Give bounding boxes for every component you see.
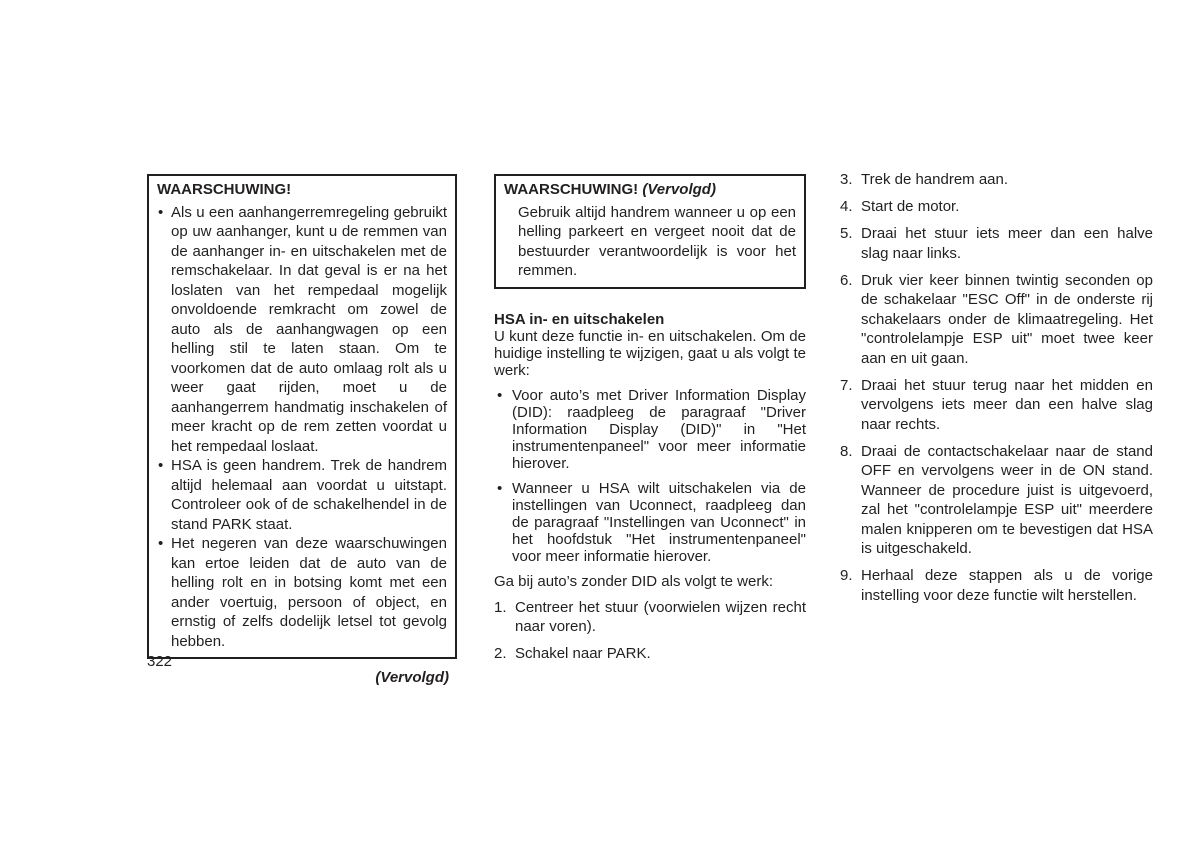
option-bullet: • Wanneer u HSA wilt uitschakelen via de instellingen van Uconnect, raadpleeg dan de paragraaf "Instellingen van Uconnect" in het hoofdstuk "Het instrumentenpaneel" voor meer informatie hierover. bbox=[494, 480, 806, 565]
left-column bbox=[147, 174, 457, 688]
step-item bbox=[840, 224, 1153, 263]
step-text: Draai het stuur iets meer dan een halve slag naar links. bbox=[861, 225, 1153, 262]
step-number: 7. bbox=[840, 376, 853, 394]
section-title: HSA in- en uitschakelen bbox=[494, 310, 665, 328]
step-item bbox=[840, 566, 1153, 605]
warning-title bbox=[504, 180, 796, 200]
page-number: 322 bbox=[147, 653, 173, 670]
step-text: Draai de contactschakelaar naar de stand OFF en vervolgens weer in de ON stand. Wanneer de procedure juist is uitgevoerd, zal het "controlelampje ESP uit" meerdere malen knipperen om te bevestigen dat HSA is uitgeschakeld. bbox=[861, 442, 1153, 557]
no-did-intro: Ga bij auto’s zonder DID als volgt te werk: bbox=[494, 572, 774, 590]
warning-box-continued bbox=[494, 174, 806, 289]
right-column bbox=[840, 170, 1153, 613]
step-number: 8. bbox=[840, 442, 853, 460]
option-bullet: • Voor auto’s met Driver Information Display (DID): raadpleeg de paragraaf "Driver Information Display (DID)" in "Het instrumentenpaneel" voor meer informatie hierover. bbox=[494, 387, 806, 472]
step-text: Draai het stuur terug naar het midden en vervolgens iets meer dan een halve slag naar rechts. bbox=[861, 376, 1153, 433]
warning-title-suffix: (Vervolgd) bbox=[642, 181, 716, 198]
step-number: 9. bbox=[840, 567, 853, 584]
step-number: 4. bbox=[840, 198, 853, 215]
step-number: 1. bbox=[494, 598, 507, 616]
step-number: 2. bbox=[494, 645, 507, 662]
warning-bullet-list bbox=[157, 203, 447, 652]
step-text: Start de motor. bbox=[861, 198, 960, 215]
step-item bbox=[840, 442, 1153, 559]
step-item bbox=[840, 376, 1153, 435]
step-item bbox=[840, 197, 1153, 217]
middle-column bbox=[494, 174, 806, 671]
warning-bullet: • HSA is geen handrem. Trek de handrem altijd helemaal aan voordat u uitstapt. Controleer ook of de schakelhendel in de stand PARK staat. bbox=[157, 456, 447, 534]
step-item bbox=[494, 598, 806, 637]
step-number: 5. bbox=[840, 225, 853, 242]
step-text: Trek de handrem aan. bbox=[861, 171, 1009, 188]
step-number: 3. bbox=[840, 171, 853, 188]
option-bullet-list bbox=[494, 387, 806, 565]
warning-box bbox=[147, 174, 457, 659]
step-item bbox=[494, 644, 806, 664]
step-text: Schakel naar PARK. bbox=[515, 645, 651, 662]
section-intro: U kunt deze functie in- en uitschakelen. Om de huidige instelling te wijzigen, gaat u als volgt te werk: bbox=[494, 327, 806, 379]
step-text: Herhaal deze stappen als u de vorige instelling voor deze functie wilt herstellen. bbox=[861, 567, 1153, 604]
warning-text: Gebruik altijd handrem wanneer u op een helling parkeert en vergeet nooit dat de bestuurder verantwoordelijk is voor het remmen. bbox=[518, 203, 796, 279]
warning-title-text: WAARSCHUWING! bbox=[504, 181, 639, 198]
warning-title: WAARSCHUWING! bbox=[157, 181, 292, 198]
step-text: Centreer het stuur (voorwielen wijzen recht naar voren). bbox=[515, 598, 806, 635]
step-item bbox=[840, 271, 1153, 369]
steps-list-part1 bbox=[494, 598, 806, 664]
step-text: Druk vier keer binnen twintig seconden op de schakelaar "ESC Off" in de onderste rij schakelaars onder de klimaatregeling. Het "controlelampje ESP uit" moet twee keer aan en uit gaan. bbox=[861, 271, 1153, 367]
step-number: 6. bbox=[840, 271, 853, 289]
warning-bullet: • Het negeren van deze waarschuwingen kan ertoe leiden dat de auto van de helling rolt en in botsing komt met een ander voertuig, persoon of object, en ernstig of zelfs dodelijk letsel tot gevolg hebben. bbox=[157, 534, 447, 651]
step-item bbox=[840, 170, 1153, 190]
warning-bullet: • Als u een aanhangerremregeling gebruikt op uw aanhanger, kunt u de remmen van de aanhanger in- en uitschakelen met de remschakelaar. In dat geval is er na het loslaten van het rempedaal mogelijk onvoldoende remkracht om zowel de auto als de aanhangwagen op een helling stil te laten staan. Om te voorkomen dat de auto omlaag rolt als u weer gaat rijden, moet u de aanhangerrem handmatig inschakelen of meer kracht op de rem zetten voordat u het rempedaal loslaat. bbox=[157, 203, 447, 457]
steps-list-part2 bbox=[840, 170, 1153, 605]
continued-label: (Vervolgd) bbox=[375, 669, 449, 686]
